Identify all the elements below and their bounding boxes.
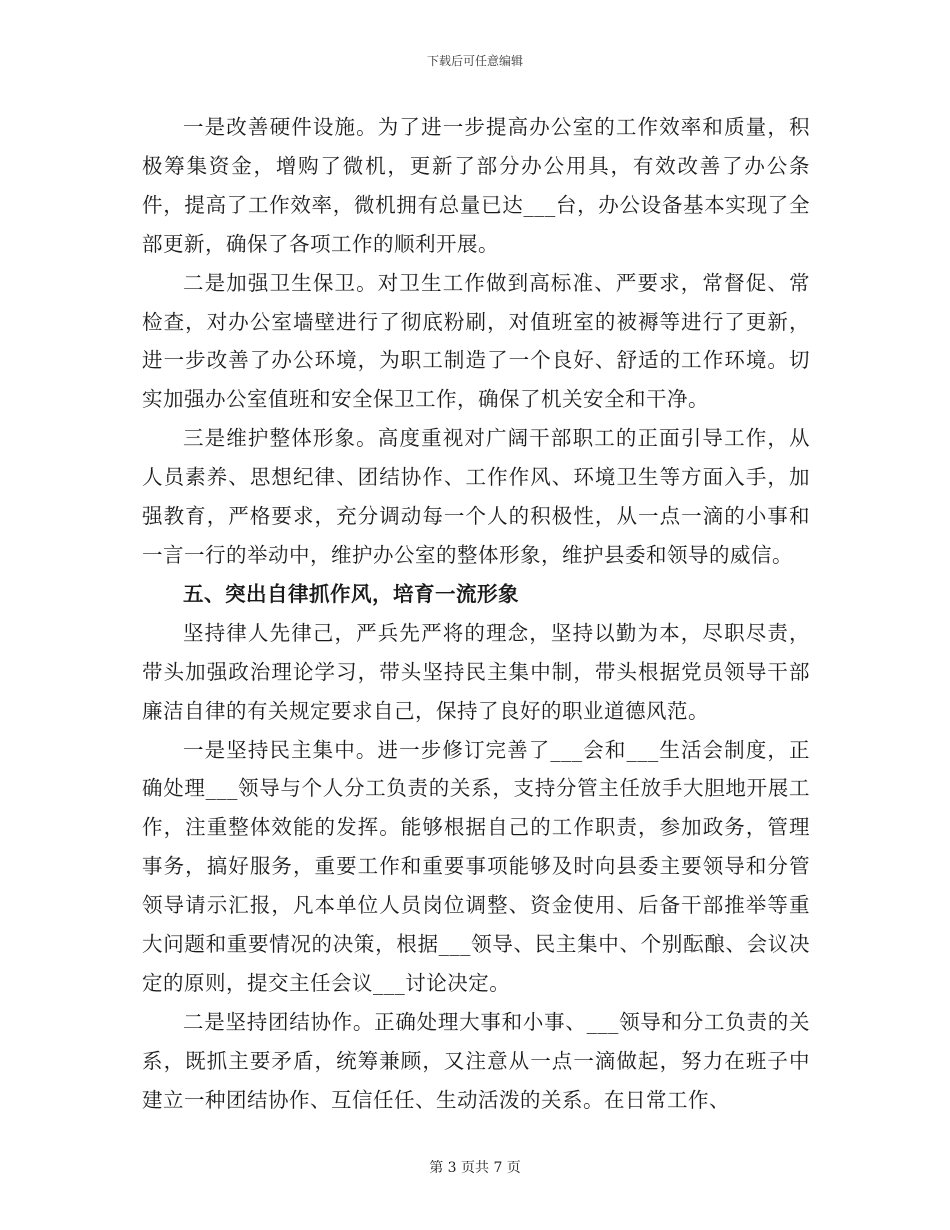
- paragraph-image: 三是维护整体形象。高度重视对广阔干部职工的正面引导工作，从人员素养、思想纪律、团结协作、工作作风、环境卫生等方面入手，加强教育，严格要求，充分调动每一个人的积极性，从一点一滴的小事和一言一行的举动中，维护办公室的整体形象，维护县委和领导的威信。: [142, 426, 810, 567]
- document-body: [142, 108, 810, 1120]
- paragraph-democratic-centralism: 一是坚持民主集中。进一步修订完善了___会和___生活会制度，正确处理___领导与个人分工负责的关系，支持分管主任放手大胆地开展工作，注重整体效能的发挥。能够根据自己的工作职责，参加政务，管理事务，搞好服务，重要工作和重要事项能够及时向县委主要领导和分管领导请示汇报，凡本单位人员岗位调整、资金使用、后备干部推举等重大问题和重要情况的决策，根据___领导、民主集中、个别酝酿、会议决定的原则，提交主任会议___讨论决定。: [142, 737, 810, 995]
- paragraph-hygiene-security: 二是加强卫生保卫。对卫生工作做到高标准、严要求，常督促、常检查，对办公室墙壁进行了彻底粉刷，对值班室的被褥等进行了更新，进一步改善了办公环境，为职工制造了一个良好、舒适的工作环境。切实加强办公室值班和安全保卫工作，确保了机关安全和干净。: [142, 270, 810, 412]
- paragraph-hardware: 一是改善硬件设施。为了进一步提高办公室的工作效率和质量，积极筹集资金，增购了微机，更新了部分办公用具，有效改善了办公条件，提高了工作效率，微机拥有总量已达___台，办公设备基本实现了全部更新，确保了各项工作的顺利开展。: [142, 115, 810, 256]
- page-footer: 第 3 页共 7 页: [429, 1160, 521, 1176]
- paragraph-unity: 二是坚持团结协作。正确处理大事和小事、___领导和分工负责的关系，既抓主要矛盾，统筹兼顾，又注意从一点一滴做起，努力在班子中建立一种团结协作、互信任任、生动活泼的关系。在日常工作、: [142, 1009, 810, 1112]
- paragraph-self-discipline: 坚持律人先律己，严兵先严将的理念，坚持以勤为本，尽职尽责，带头加强政治理论学习，带头坚持民主集中制，带头根据党员领导干部廉洁自律的有关规定要求自己，保持了良好的职业道德风范。: [142, 620, 810, 723]
- page-header: 下载后可任意编辑: [426, 54, 523, 68]
- section-heading: 五、突出自律抓作风，培育一流形象: [183, 581, 519, 606]
